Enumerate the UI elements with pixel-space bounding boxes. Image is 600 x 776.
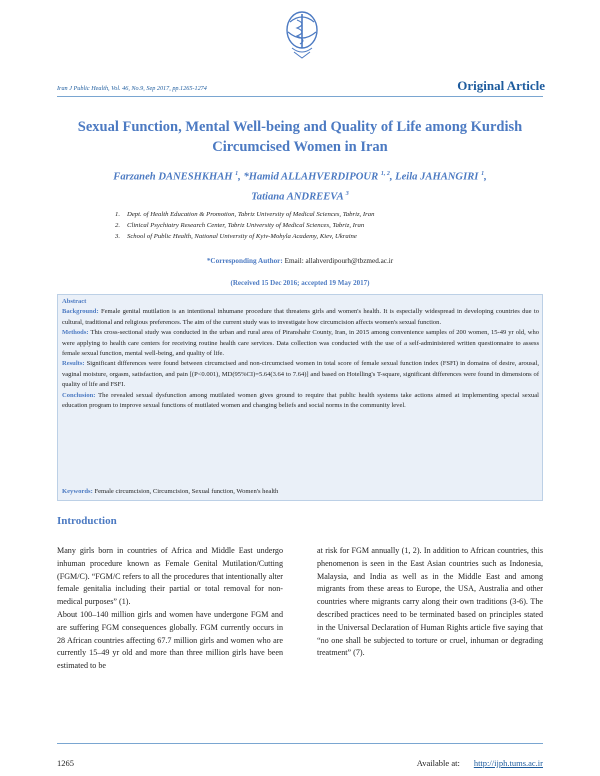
background-text: Female genital mutilation is an intentional inhumane procedure that threatens girls and women's health. It is especially widespread in developing countries due to cultural, traditional and religious preferences. The aim of the current study was to investigate how circumcision affects women's sexual function.: [62, 308, 540, 326]
keywords-label: Keywords:: [62, 488, 93, 495]
background-label: Background:: [62, 308, 99, 316]
affiliation-item: [115, 209, 525, 220]
abstract: [62, 297, 539, 411]
author-affiliation-mark: 3: [345, 190, 349, 197]
affiliation-text: Dept. of Health Education & Promotion, Tabriz University of Medical Sciences, Tabriz, Iran: [127, 211, 375, 218]
abstract-background: [62, 307, 539, 328]
page-number: 1265: [57, 758, 74, 768]
body-paragraph: About 100–140 million girls and women have undergone FGM and are suffering FGM consequences globally. FGM currently occurs in 28 African countries affecting 67.7 million girls and women who are currently 15–49 yr old and more than three million girls have been estimated to be: [57, 609, 283, 671]
footer-availability: [417, 758, 543, 768]
affiliation-number: 2.: [115, 222, 121, 229]
corresponding-label: *Corresponding Author:: [206, 257, 283, 265]
body-column-right: [317, 545, 543, 660]
methods-text: This cross-sectional study was conducted in the urban and rural area of Piranshahr County, Iran, in 2015 among convenience samples of 200 women, 15-49 yr old, who were applying to health care centers for receiving routine health care services. Data collection was conducted with the use of a self-administered written questionnaire to assess female sexual function, mental well-being, and quality of life.: [62, 329, 539, 358]
abstract-methods: [62, 328, 539, 359]
author-affiliation-mark: 1, 2: [380, 171, 390, 177]
author-affiliation-mark: 1: [235, 171, 239, 177]
available-label: Available at:: [416, 758, 460, 768]
results-label: Results:: [62, 360, 85, 368]
methods-label: Methods:: [62, 329, 89, 337]
author-name: Leila JAHANGIRI: [395, 171, 479, 183]
affiliation-item: [115, 231, 525, 242]
author-name: Farzaneh DANESHKHAH: [113, 171, 233, 183]
author-list: Farzaneh DANESHKHAH $^1$, *Hamid ALLAHVERDIPOUR $^{1, 2}$, Leila JAHANGIRI $^1$, Tatiana ANDREEVA $^3$: [113, 171, 487, 203]
abstract-results: [62, 359, 539, 390]
keywords: [62, 488, 539, 495]
abstract-heading: Abstract: [62, 298, 87, 305]
received-dates: (Received 15 Dec 2016; accepted 19 May 2017): [230, 279, 370, 287]
keywords-text: Female circumcision, Circumcision, Sexual function, Women's health: [94, 488, 279, 495]
author-name: Tatiana ANDREEVA: [251, 191, 344, 203]
affiliation-item: [115, 220, 525, 231]
affiliation-number: 1.: [115, 211, 121, 218]
article-type-label: Original Article: [457, 78, 545, 93]
conclusion-label: Conclusion:: [62, 391, 96, 399]
header-divider: [57, 96, 543, 97]
results-text: Significant differences were found between circumcised and non-circumcised women in total score of female sexual function index (FSFI) in domains of desire, arousal, vaginal moisture, orgasm, satisfaction, and pain [(P<0.001), MD(95%CI)=5.64(3.64 to 7.64)] and based on Hotelling's T-square, significant differences were found in dimensions of quality of life and FSFI.: [62, 360, 539, 389]
affiliation-list: [115, 209, 525, 242]
author-affiliation-mark: 1: [481, 171, 485, 177]
journal-url-link[interactable]: http://ijph.tums.ac.ir: [473, 758, 543, 768]
abstract-conclusion: [62, 391, 539, 412]
author-name: *Hamid ALLAHVERDIPOUR: [243, 171, 379, 183]
body-paragraph: at risk for FGM annually (1, 2). In addition to African countries, this phenomenon is seen in the East Asian countries such as Indonesia, Malaysia, and India as well as in the Middle East and among migrants from these areas to Europe, the USA, Australia and other countries where migrants carry along their own traditions (3-6). The described practices need to be terminated based on principles stated in the Universal Declaration of Human Rights article five saying that “no one shall be subjected to torture or cruel, inhuman or degrading treatment” (7).: [317, 546, 543, 658]
paper-title: Sexual Function, Mental Well-being and Quality of Life among Kurdish Circumcised Women in Iran: [77, 119, 523, 155]
journal-logo: [282, 8, 322, 62]
body-paragraph: Many girls born in countries of Africa and Middle East undergo inhuman procedure known as Female Genital Mutilation/Cutting (FGM/C). “FGM/C refers to all the procedures that intentionally alter female genitalia including their partial or total removal for non-medical purposes” (1).: [57, 546, 283, 607]
affiliation-text: School of Public Health, National University of Kyiv-Mohyla Academy, Kiev, Ukraine: [127, 233, 357, 240]
caduceus-logo-icon: [282, 8, 322, 62]
affiliation-text: Clinical Psychiatry Research Center, Tabriz University of Medical Sciences, Tabriz, Iran: [127, 222, 365, 229]
section-heading-introduction: Introduction: [57, 515, 117, 527]
body-column-left: [57, 545, 283, 673]
footer-divider: [57, 743, 543, 744]
affiliation-number: 3.: [115, 233, 121, 240]
conclusion-text: The revealed sexual dysfunction among mutilated women gives ground to require that public health systems take actions aimed at implementing special sexual education program to improve sexual functions of mutilated women and changing beliefs and social norms in the community level.: [62, 391, 539, 410]
corresponding-author: [60, 257, 540, 265]
corresponding-email[interactable]: Email: allahverdipourh@tbzmed.ac.ir: [284, 257, 394, 265]
journal-reference: Iran J Public Health, Vol. 46, No.9, Sep 2017, pp.1265-1274: [57, 85, 207, 92]
